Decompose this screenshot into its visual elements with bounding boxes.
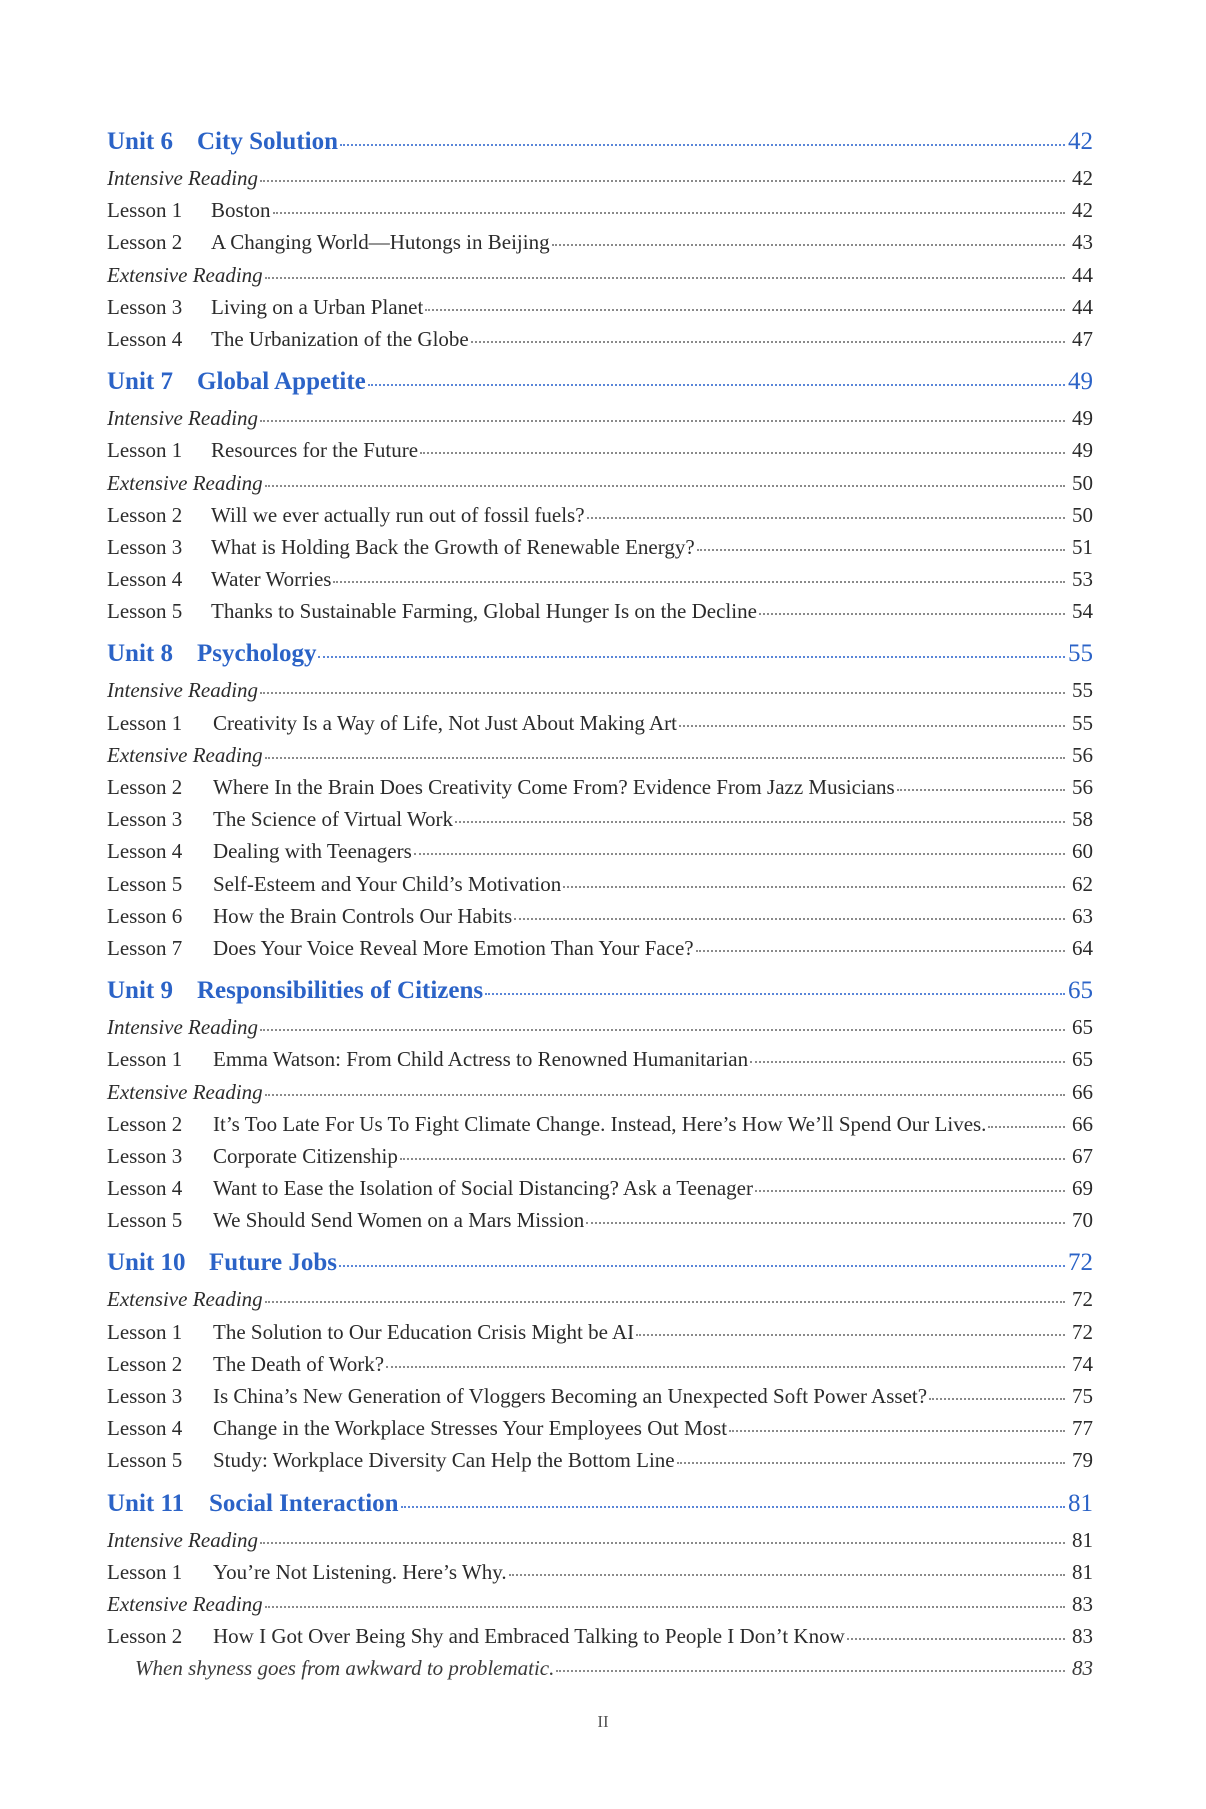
- toc-lesson-entry[interactable]: [107, 803, 1093, 835]
- toc-lesson-entry[interactable]: [107, 900, 1093, 932]
- lesson-number: Lesson 3: [107, 534, 183, 559]
- dot-leader: [260, 1029, 1065, 1031]
- toc-section-entry[interactable]: [107, 402, 1093, 434]
- lesson-title: Dealing with Teenagers: [213, 839, 412, 864]
- unit-number: Unit 11: [107, 1489, 185, 1517]
- dot-leader: [414, 853, 1065, 855]
- dot-leader: [729, 1430, 1065, 1432]
- lesson-title: The Urbanization of the Globe: [211, 326, 469, 351]
- toc-lesson-entry[interactable]: [107, 1140, 1093, 1172]
- page-number-ref: 42: [1068, 128, 1093, 155]
- dot-leader: [556, 1670, 1065, 1672]
- lesson-title: The Science of Virtual Work: [213, 807, 454, 832]
- lesson-note: When shyness goes from awkward to problematic.: [135, 1656, 555, 1681]
- dot-leader: [755, 1190, 1065, 1192]
- lesson-number: Lesson 2: [107, 1351, 183, 1376]
- table-of-contents: [107, 122, 1093, 1685]
- dot-leader: [386, 1366, 1065, 1368]
- page-number-ref: 72: [1068, 1249, 1093, 1277]
- page-number-ref: 55: [1068, 640, 1093, 668]
- lesson-title: Resources for the Future: [211, 438, 419, 463]
- section-heading: Extensive Reading: [107, 1591, 263, 1616]
- page-number-ref: 54: [1072, 599, 1093, 624]
- page-number-ref: 70: [1072, 1208, 1093, 1233]
- toc-lesson-entry[interactable]: [107, 595, 1093, 627]
- page-number-ref: 50: [1072, 470, 1093, 495]
- lesson-title: Want to Ease the Isolation of Social Distancing? Ask a Teenager: [213, 1176, 753, 1201]
- page-number-ref: 47: [1072, 326, 1093, 351]
- unit-number: Unit 10: [107, 1249, 186, 1277]
- lesson-number: Lesson 7: [107, 935, 183, 960]
- page-number-ref: 58: [1072, 807, 1093, 832]
- toc-section-entry[interactable]: [107, 739, 1093, 771]
- lesson-title: Emma Watson: From Child Actress to Renowned Humanitarian: [213, 1047, 749, 1072]
- dot-leader: [339, 1265, 1065, 1267]
- toc-section-entry[interactable]: [107, 259, 1093, 291]
- unit-number: Unit 7: [107, 368, 173, 396]
- page-number-ref: 44: [1072, 294, 1093, 319]
- section-heading: Extensive Reading: [107, 470, 263, 495]
- page-number-ref: 50: [1072, 502, 1093, 527]
- dot-leader: [552, 244, 1065, 246]
- toc-unit-entry[interactable]: [107, 1484, 1093, 1524]
- dot-leader: [265, 1606, 1065, 1608]
- page-number-ref: 81: [1072, 1527, 1093, 1552]
- dot-leader: [265, 1094, 1065, 1096]
- toc-lesson-entry[interactable]: [107, 194, 1093, 226]
- lesson-number: Lesson 5: [107, 1448, 183, 1473]
- page-number-ref: 49: [1068, 368, 1093, 396]
- page-number-ref: 83: [1072, 1591, 1093, 1616]
- lesson-number: Lesson 5: [107, 599, 183, 624]
- lesson-number: Lesson 1: [107, 438, 183, 463]
- lesson-title: What is Holding Back the Growth of Renewable Energy?: [211, 534, 695, 559]
- page-number-ref: 51: [1072, 534, 1093, 559]
- lesson-number: Lesson 1: [107, 1319, 183, 1344]
- unit-title: Responsibilities of Citizens: [197, 977, 484, 1005]
- toc-lesson-entry[interactable]: [107, 1380, 1093, 1412]
- unit-title: City Solution: [197, 128, 339, 155]
- lesson-title: You’re Not Listening. Here’s Why.: [213, 1559, 507, 1584]
- dot-leader: [260, 180, 1065, 182]
- dot-leader: [471, 341, 1065, 343]
- section-heading: Extensive Reading: [107, 742, 263, 767]
- lesson-title: Boston: [211, 198, 271, 223]
- lesson-number: Lesson 2: [107, 230, 183, 255]
- lesson-number: Lesson 1: [107, 1559, 183, 1584]
- toc-section-entry[interactable]: [107, 1283, 1093, 1315]
- dot-leader: [897, 789, 1065, 791]
- dot-leader: [677, 1462, 1065, 1464]
- page-number-ref: 66: [1072, 1079, 1093, 1104]
- page-number-ref: 81: [1068, 1489, 1093, 1517]
- lesson-title: Living on a Urban Planet: [211, 294, 424, 319]
- toc-unit-entry[interactable]: [107, 122, 1093, 162]
- toc-note-entry[interactable]: [107, 1652, 1093, 1684]
- page-number-ref: 42: [1072, 198, 1093, 223]
- lesson-title: Where In the Brain Does Creativity Come From? Evidence From Jazz Musicians: [213, 775, 895, 799]
- dot-leader: [563, 886, 1065, 888]
- toc-unit-entry[interactable]: [107, 362, 1093, 402]
- lesson-number: Lesson 3: [107, 807, 183, 832]
- page-number-ref: 60: [1072, 839, 1093, 864]
- section-heading: Intensive Reading: [107, 678, 259, 703]
- dot-leader: [265, 757, 1065, 759]
- dot-leader: [587, 517, 1065, 519]
- lesson-title: Study: Workplace Diversity Can Help the Bottom Line: [213, 1448, 675, 1473]
- lesson-number: Lesson 4: [107, 839, 183, 864]
- lesson-title: Self-Esteem and Your Child’s Motivation: [213, 871, 562, 896]
- toc-lesson-entry[interactable]: [107, 1108, 1093, 1140]
- dot-leader: [265, 277, 1065, 279]
- lesson-number: Lesson 6: [107, 903, 183, 928]
- dot-leader: [509, 1574, 1065, 1576]
- dot-leader: [586, 1222, 1065, 1224]
- lesson-title: Is China’s New Generation of Vloggers Becoming an Unexpected Soft Power Asset?: [213, 1384, 928, 1408]
- dot-leader: [273, 212, 1065, 214]
- page-number-ref: 43: [1072, 230, 1093, 255]
- lesson-number: Lesson 1: [107, 1047, 183, 1072]
- toc-lesson-entry[interactable]: [107, 835, 1093, 867]
- toc-lesson-entry[interactable]: [107, 531, 1093, 563]
- page-number-ref: 81: [1072, 1559, 1093, 1584]
- page-number-ref: 53: [1072, 567, 1093, 592]
- page-number-ref: 74: [1072, 1351, 1093, 1376]
- toc-section-entry[interactable]: [107, 1524, 1093, 1556]
- page-number-ref: 79: [1072, 1448, 1093, 1473]
- toc-unit-entry[interactable]: [107, 1243, 1093, 1283]
- page-number-ref: 56: [1072, 775, 1093, 799]
- dot-leader: [400, 1158, 1065, 1160]
- lesson-title: The Solution to Our Education Crisis Might be AI: [213, 1319, 635, 1344]
- page-number-ref: 55: [1072, 678, 1093, 703]
- page-number-ref: 64: [1072, 935, 1093, 960]
- page-number-ref: 75: [1072, 1384, 1093, 1408]
- toc-section-entry[interactable]: [107, 674, 1093, 706]
- dot-leader: [425, 309, 1065, 311]
- lesson-title: It’s Too Late For Us To Fight Climate Change. Instead, Here’s How We’ll Spend Our Lives.: [213, 1111, 987, 1136]
- dot-leader: [368, 384, 1065, 386]
- toc-lesson-entry[interactable]: [107, 499, 1093, 531]
- page-number-ref: 83: [1072, 1656, 1093, 1681]
- unit-title: Psychology: [197, 640, 317, 668]
- toc-section-entry[interactable]: [107, 1011, 1093, 1043]
- lesson-number: Lesson 3: [107, 294, 183, 319]
- lesson-number: Lesson 2: [107, 502, 183, 527]
- toc-lesson-entry[interactable]: [107, 323, 1093, 355]
- page-number-ref: 49: [1072, 438, 1093, 463]
- unit-title: Social Interaction: [209, 1489, 399, 1517]
- lesson-title: Corporate Citizenship: [213, 1143, 398, 1168]
- lesson-title: How the Brain Controls Our Habits: [213, 903, 513, 928]
- toc-section-entry[interactable]: [107, 1076, 1093, 1108]
- lesson-number: Lesson 4: [107, 567, 183, 592]
- lesson-number: Lesson 1: [107, 198, 183, 223]
- lesson-number: Lesson 4: [107, 1416, 183, 1441]
- toc-unit-entry[interactable]: [107, 971, 1093, 1011]
- toc-lesson-entry[interactable]: [107, 1412, 1093, 1444]
- section-heading: Extensive Reading: [107, 262, 263, 287]
- section-heading: Intensive Reading: [107, 1527, 259, 1552]
- lesson-title: How I Got Over Being Shy and Embraced Talking to People I Don’t Know: [213, 1624, 845, 1649]
- toc-lesson-entry[interactable]: [107, 291, 1093, 323]
- dot-leader: [929, 1398, 1065, 1400]
- toc-lesson-entry[interactable]: [107, 1204, 1093, 1236]
- dot-leader: [750, 1061, 1065, 1063]
- page-number-ref: 55: [1072, 710, 1093, 735]
- page-number-ref: 65: [1072, 1047, 1093, 1072]
- toc-lesson-entry[interactable]: [107, 434, 1093, 466]
- unit-title: Future Jobs: [209, 1249, 338, 1277]
- toc-lesson-entry[interactable]: [107, 1556, 1093, 1588]
- toc-lesson-entry[interactable]: [107, 563, 1093, 595]
- lesson-title: Thanks to Sustainable Farming, Global Hunger Is on the Decline: [211, 599, 757, 624]
- dot-leader: [759, 613, 1065, 615]
- toc-section-entry[interactable]: [107, 162, 1093, 194]
- unit-number: Unit 8: [107, 640, 173, 668]
- lesson-number: Lesson 5: [107, 871, 183, 896]
- lesson-number: Lesson 3: [107, 1143, 183, 1168]
- lesson-number: Lesson 4: [107, 1176, 183, 1201]
- dot-leader: [260, 692, 1065, 694]
- dot-leader: [988, 1126, 1065, 1128]
- lesson-title: Creativity Is a Way of Life, Not Just About Making Art: [213, 710, 677, 735]
- page-number-ref: 65: [1072, 1015, 1093, 1040]
- unit-number: Unit 6: [107, 128, 173, 155]
- section-heading: Intensive Reading: [107, 166, 259, 190]
- toc-lesson-entry[interactable]: [107, 1444, 1093, 1476]
- toc-lesson-entry[interactable]: [107, 1348, 1093, 1380]
- lesson-title: A Changing World—Hutongs in Beijing: [211, 230, 550, 255]
- lesson-number: Lesson 3: [107, 1384, 183, 1408]
- toc-lesson-entry[interactable]: [107, 707, 1093, 739]
- unit-number: Unit 9: [107, 977, 173, 1005]
- lesson-title: The Death of Work?: [213, 1351, 385, 1376]
- dot-leader: [401, 1506, 1065, 1508]
- dot-leader: [455, 821, 1065, 823]
- toc-lesson-entry[interactable]: [107, 226, 1093, 258]
- lesson-number: Lesson 5: [107, 1208, 183, 1233]
- page-number-ref: 67: [1072, 1143, 1093, 1168]
- page-number: II: [597, 1712, 609, 1731]
- toc-lesson-entry[interactable]: [107, 1172, 1093, 1204]
- section-heading: Intensive Reading: [107, 1015, 259, 1040]
- lesson-number: Lesson 2: [107, 1111, 183, 1136]
- page-number-ref: 77: [1072, 1416, 1093, 1441]
- toc-unit-entry[interactable]: [107, 634, 1093, 674]
- dot-leader: [697, 549, 1065, 551]
- toc-lesson-entry[interactable]: [107, 1316, 1093, 1348]
- page-number-ref: 63: [1072, 903, 1093, 928]
- lesson-title: We Should Send Women on a Mars Mission: [213, 1208, 585, 1233]
- dot-leader: [420, 452, 1065, 454]
- lesson-number: Lesson 1: [107, 710, 183, 735]
- lesson-number: Lesson 2: [107, 775, 183, 799]
- page-number-ref: 83: [1072, 1624, 1093, 1649]
- dot-leader: [265, 485, 1065, 487]
- dot-leader: [696, 950, 1065, 952]
- dot-leader: [340, 144, 1065, 146]
- toc-lesson-entry[interactable]: [107, 1043, 1093, 1075]
- dot-leader: [260, 1542, 1065, 1544]
- lesson-title: Water Worries: [211, 567, 332, 592]
- dot-leader: [265, 1301, 1065, 1303]
- lesson-title: Change in the Workplace Stresses Your Employees Out Most: [213, 1416, 728, 1441]
- page-number-ref: 66: [1072, 1111, 1093, 1136]
- dot-leader: [514, 918, 1065, 920]
- dot-leader: [679, 725, 1065, 727]
- toc-lesson-entry[interactable]: [107, 1620, 1093, 1652]
- dot-leader: [485, 993, 1065, 995]
- page-number-ref: 72: [1072, 1319, 1093, 1344]
- lesson-title: Will we ever actually run out of fossil fuels?: [211, 502, 585, 527]
- dot-leader: [847, 1638, 1065, 1640]
- toc-lesson-entry[interactable]: [107, 771, 1093, 803]
- toc-lesson-entry[interactable]: [107, 932, 1093, 964]
- toc-lesson-entry[interactable]: [107, 868, 1093, 900]
- section-heading: Extensive Reading: [107, 1287, 263, 1312]
- page-number-ref: 69: [1072, 1176, 1093, 1201]
- dot-leader: [333, 581, 1065, 583]
- page-number-ref: 72: [1072, 1287, 1093, 1312]
- page-number-ref: 44: [1072, 262, 1093, 287]
- unit-title: Global Appetite: [197, 368, 366, 396]
- page-number-ref: 42: [1072, 166, 1093, 190]
- page-number-ref: 62: [1072, 871, 1093, 896]
- page-number-ref: 49: [1072, 406, 1093, 431]
- toc-section-entry[interactable]: [107, 467, 1093, 499]
- lesson-number: Lesson 2: [107, 1624, 183, 1649]
- dot-leader: [260, 420, 1065, 422]
- dot-leader: [636, 1334, 1065, 1336]
- section-heading: Intensive Reading: [107, 406, 259, 431]
- lesson-number: Lesson 4: [107, 326, 183, 351]
- page-number-ref: 65: [1068, 977, 1093, 1005]
- dot-leader: [318, 656, 1065, 658]
- toc-section-entry[interactable]: [107, 1588, 1093, 1620]
- lesson-title: Does Your Voice Reveal More Emotion Than Your Face?: [213, 935, 694, 960]
- page-number-ref: 56: [1072, 742, 1093, 767]
- section-heading: Extensive Reading: [107, 1079, 263, 1104]
